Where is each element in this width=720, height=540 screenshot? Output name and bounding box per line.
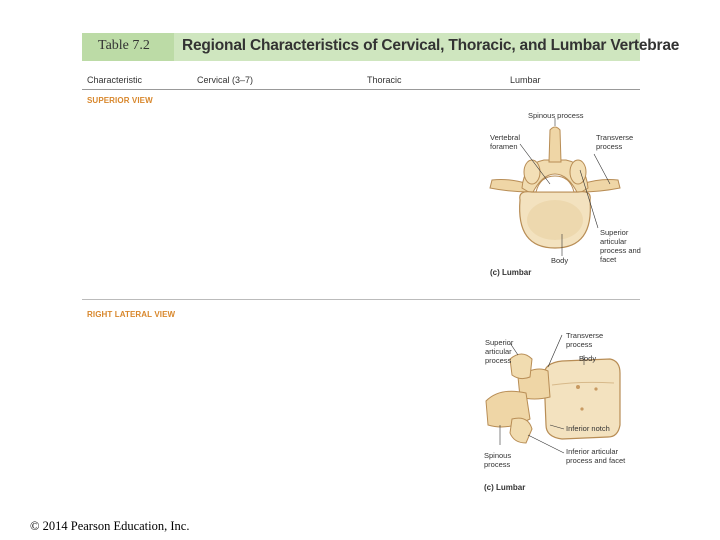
column-header-cervical: Cervical (3–7) xyxy=(197,75,254,85)
label-body-lateral: Body xyxy=(579,354,597,363)
label-superior-articular-lateral: Superior articular process xyxy=(485,338,514,365)
label-body-superior: Body xyxy=(551,256,569,265)
label-inferior-articular: Inferior articular process and facet xyxy=(566,447,626,465)
caption-lateral-lumbar: (c) Lumbar xyxy=(484,483,526,492)
label-inferior-notch: Inferior notch xyxy=(566,424,610,433)
caption-superior-lumbar: (c) Lumbar xyxy=(490,268,532,277)
header-divider xyxy=(82,89,640,90)
label-transverse-process-superior: Transverse process xyxy=(596,133,634,151)
label-spinous-process-superior: Spinous process xyxy=(528,111,584,120)
section-divider xyxy=(82,299,640,300)
copyright-notice: © 2014 Pearson Education, Inc. xyxy=(30,519,190,533)
label-spinous-process-lateral: Spinous process xyxy=(484,451,512,469)
label-superior-articular-superior: Superior articular process and facet xyxy=(600,228,641,264)
column-header-thoracic: Thoracic xyxy=(367,75,402,85)
column-header-lumbar: Lumbar xyxy=(510,75,541,85)
table-number: Table 7.2 xyxy=(98,38,150,53)
label-transverse-process-lateral: Transverse process xyxy=(566,331,604,349)
section-label-right-lateral-view: RIGHT LATERAL VIEW xyxy=(87,310,176,319)
section-label-superior-view: SUPERIOR VIEW xyxy=(87,96,153,105)
table-title: Regional Characteristics of Cervical, Thoracic, and Lumbar Vertebrae xyxy=(182,37,680,54)
label-vertebral-foramen: Vertebral foramen xyxy=(490,133,521,151)
column-header-characteristic: Characteristic xyxy=(87,75,143,85)
